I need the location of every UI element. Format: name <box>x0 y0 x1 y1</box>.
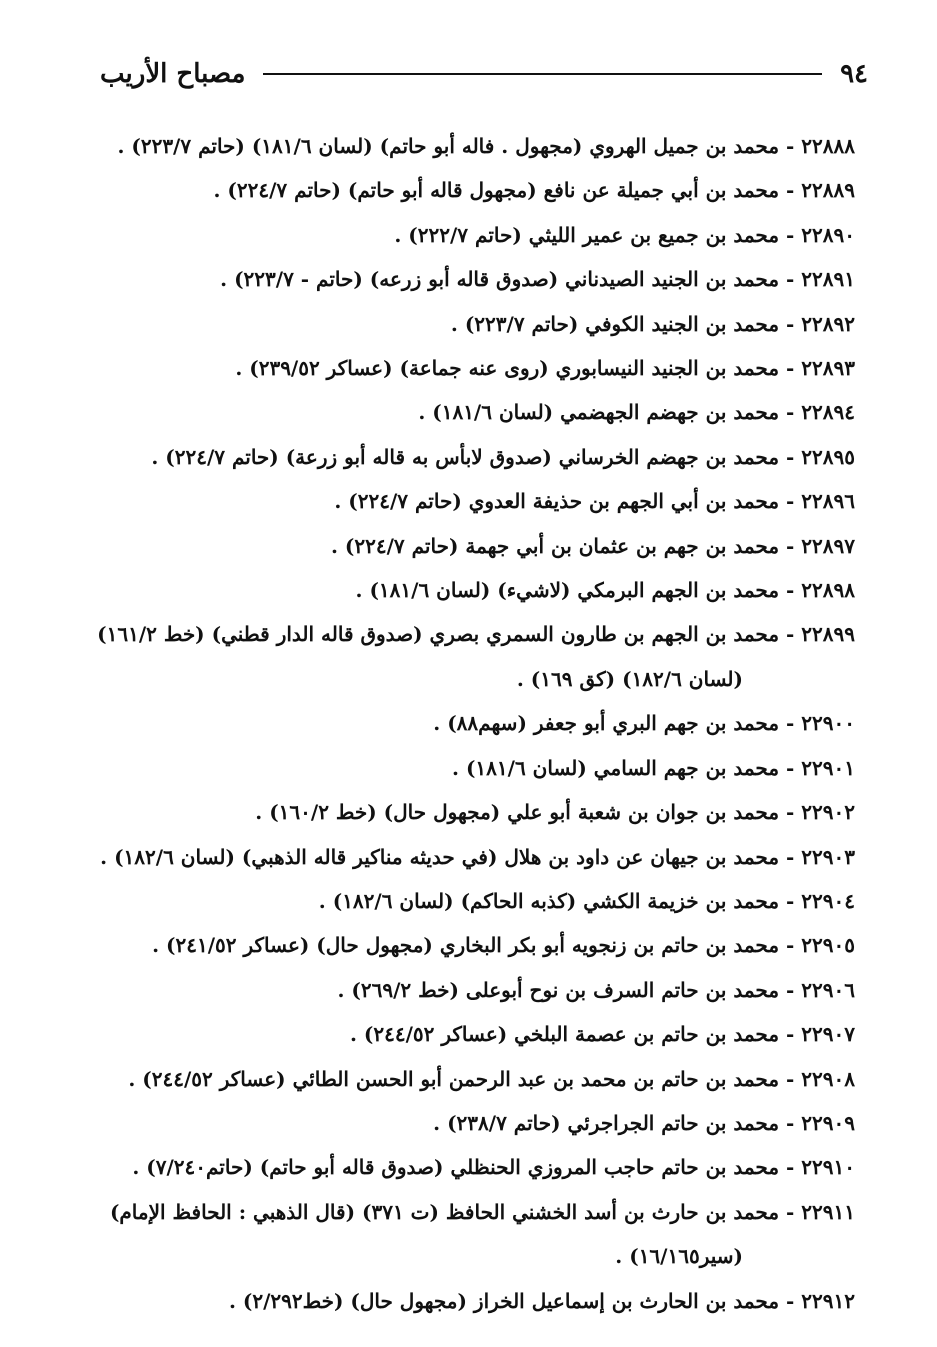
book-title: مصباح الأريب <box>100 59 246 89</box>
entry-text: محمد بن جهم البري أبو جعفر (سهم٨٨) . <box>433 711 780 736</box>
list-item: ٢٢٨٨٩ - محمد بن أبي جميلة عن نافع (مجهول قاله أبو حاتم) (حاتم ٢٢٤/٧) . <box>95 168 855 212</box>
entry-text: محمد بن الجهم البرمكي (لاشيء) (لسان ١٨١/٦) . <box>355 578 780 603</box>
entry-number: ٢٢٩٠٦ <box>801 977 855 1002</box>
entry-text: محمد بن جهم بن عثمان بن أبي جهمة (حاتم ٢٢٤/٧) . <box>330 533 780 558</box>
entry-number: ٢٢٨٩٣ <box>801 356 855 381</box>
list-item: ٢٢٩٠٧ - محمد بن حاتم بن عصمة البلخي (عساكر ٢٤٤/٥٢) . <box>95 1012 855 1056</box>
entry-text: محمد بن حاتم الجراجرئي (حاتم ٢٣٨/٧) . <box>433 1110 780 1135</box>
entry-list <box>95 124 855 1323</box>
entry-number: ٢٢٨٩٧ <box>801 533 855 558</box>
list-item: ٢٢٩٠٠ - محمد بن جهم البري أبو جعفر (سهم٨٨) . <box>95 701 855 745</box>
entry-text: محمد بن أبي جميلة عن نافع (مجهول قاله أبو حاتم) (حاتم ٢٢٤/٧) . <box>213 178 780 203</box>
list-item: ٢٢٨٩٠ - محمد بن جميع بن عمير الليثي (حاتم ٢٢٢/٧) . <box>95 213 855 257</box>
entry-text: محمد بن حاتم بن عصمة البلخي (عساكر ٢٤٤/٥٢) . <box>349 1022 780 1047</box>
entry-text: محمد بن خزيمة الكشي (كذبه الحاكم) (لسان ١٨٢/٦) . <box>318 888 780 913</box>
list-item: ٢٢٩٠٤ - محمد بن خزيمة الكشي (كذبه الحاكم) (لسان ١٨٢/٦) . <box>95 879 855 923</box>
list-item: ٢٢٨٩٤ - محمد بن جهضم الجهضمي (لسان ١٨١/٦) . <box>95 390 855 434</box>
entry-text: محمد بن جهضم الخرساني (صدوق لابأس به قاله أبو زرعة) (حاتم ٢٢٤/٧) . <box>151 444 780 469</box>
list-item: ٢٢٩١٠ - محمد بن حاتم حاجب المروزي الحنظلي (صدوق قاله أبو حاتم) (حاتم٧/٢٤٠) . <box>95 1145 855 1189</box>
entry-text: محمد بن الجنيد النيسابوري (روى عنه جماعة) (عساكر ٢٣٩/٥٢) . <box>235 356 780 381</box>
entry-text: محمد بن حاتم السرف بن نوح أبوعلى (خط ٢٦٩/٢) . <box>337 977 780 1002</box>
list-item: ٢٢٩١٢ - محمد بن الحارث بن إسماعيل الخراز (مجهول حال) (خط٢/٢٩٢) . <box>95 1279 855 1323</box>
entry-number: ٢٢٩٠٥ <box>801 933 855 958</box>
entry-text: محمد بن جوان بن شعبة أبو علي (مجهول حال) (خط ١٦٠/٢) . <box>255 800 780 825</box>
entry-number: ٢٢٨٩٥ <box>801 444 855 469</box>
entry-text: محمد بن جميع بن عمير الليثي (حاتم ٢٢٢/٧) . <box>394 222 780 247</box>
entry-text: محمد بن جهم السامي (لسان ١٨١/٦) . <box>452 755 780 780</box>
header-rule <box>263 73 822 75</box>
entry-number: ٢٢٩٠٢ <box>801 800 855 825</box>
entry-number: ٢٢٩٠٧ <box>801 1022 855 1047</box>
entry-text: محمد بن جيهان عن داود بن هلال (في حديثه مناكير قاله الذهبي) (لسان ١٨٢/٦) . <box>100 844 780 869</box>
list-item: ٢٢٩٠٣ - محمد بن جيهان عن داود بن هلال (في حديثه مناكير قاله الذهبي) (لسان ١٨٢/٦) . <box>95 835 855 879</box>
entry-number: ٢٢٩٠٤ <box>801 888 855 913</box>
page-number: ٩٤ <box>840 59 868 89</box>
list-item: ٢٢٨٩٢ - محمد بن الجنيد الكوفي (حاتم ٢٢٣/٧) . <box>95 302 855 346</box>
entry-number: ٢٢٨٨٨ <box>801 134 855 158</box>
entry-number: ٢٢٩١٠ <box>801 1155 855 1180</box>
list-item: ٢٢٨٩٩ - محمد بن الجهم بن طارون السمري بصري (صدوق قاله الدار قطني) (خط ١٦١/٢) (لسان ١٨٢/٦) (كق ١٦٩) . <box>95 612 855 701</box>
entry-number: ٢٢٨٩١ <box>801 267 855 292</box>
list-item: ٢٢٨٩٦ - محمد بن أبي الجهم بن حذيفة العدوي (حاتم ٢٢٤/٧) . <box>95 479 855 523</box>
list-item: ٢٢٨٩٥ - محمد بن جهضم الخرساني (صدوق لابأس به قاله أبو زرعة) (حاتم ٢٢٤/٧) . <box>95 435 855 479</box>
list-item: ٢٢٩٠٢ - محمد بن جوان بن شعبة أبو علي (مجهول حال) (خط ١٦٠/٢) . <box>95 790 855 834</box>
entry-number: ٢٢٨٩٦ <box>801 489 855 514</box>
entry-text: محمد بن حارث بن أسد الخشني الحافظ (ت ٣٧١) (قال الذهبي : الحافظ الإمام) <box>109 1199 780 1224</box>
list-item: ٢٢٩٠٥ - محمد بن حاتم بن زنجويه أبو بكر البخاري (مجهول حال) (عساكر ٢٤١/٥٢) . <box>95 923 855 967</box>
entry-number: ٢٢٩١٢ <box>801 1288 855 1313</box>
entry-text: محمد بن الجنيد الصيدناني (صدوق قاله أبو زرعه) (حاتم - ٢٢٣/٧) . <box>220 267 780 292</box>
entry-text: محمد بن جهضم الجهضمي (لسان ١٨١/٦) . <box>418 400 780 425</box>
page-header <box>100 52 868 96</box>
list-item: ٢٢٨٩١ - محمد بن الجنيد الصيدناني (صدوق قاله أبو زرعه) (حاتم - ٢٢٣/٧) . <box>95 257 855 301</box>
entry-number: ٢٢٩٠٠ <box>801 711 855 736</box>
entry-continuation: (سير١٦/١٦٥) . <box>615 1244 743 1269</box>
entry-text: محمد بن حاتم حاجب المروزي الحنظلي (صدوق قاله أبو حاتم) (حاتم٧/٢٤٠) . <box>132 1155 780 1180</box>
list-item: ٢٢٩٠١ - محمد بن جهم السامي (لسان ١٨١/٦) . <box>95 746 855 790</box>
list-item: ٢٢٩٠٨ - محمد بن حاتم بن محمد بن عبد الرحمن أبو الحسن الطائي (عساكر ٢٤٤/٥٢) . <box>95 1057 855 1101</box>
list-item: ٢٢٩٠٦ - محمد بن حاتم السرف بن نوح أبوعلى (خط ٢٦٩/٢) . <box>95 968 855 1012</box>
entry-number: ٢٢٨٩٨ <box>801 578 855 603</box>
entry-number: ٢٢٩٠١ <box>801 755 855 780</box>
list-item: ٢٢٨٩٣ - محمد بن الجنيد النيسابوري (روى عنه جماعة) (عساكر ٢٣٩/٥٢) . <box>95 346 855 390</box>
list-item: ٢٢٨٩٧ - محمد بن جهم بن عثمان بن أبي جهمة (حاتم ٢٢٤/٧) . <box>95 524 855 568</box>
entry-number: ٢٢٩٠٩ <box>801 1110 855 1135</box>
entry-text: محمد بن الحارث بن إسماعيل الخراز (مجهول حال) (خط٢/٢٩٢) . <box>228 1288 780 1313</box>
list-item: ٢٢٩١١ - محمد بن حارث بن أسد الخشني الحافظ (ت ٣٧١) (قال الذهبي : الحافظ الإمام) (سير١٦/١٦٥) . <box>95 1190 855 1279</box>
entry-number: ٢٢٩٠٨ <box>801 1066 855 1091</box>
list-item: ٢٢٨٨٨ - محمد بن جميل الهروي (مجهول . فاله أبو حاتم) (لسان ١٨١/٦) (حاتم ٢٢٣/٧) . <box>95 124 855 168</box>
entry-text: محمد بن أبي الجهم بن حذيفة العدوي (حاتم ٢٢٤/٧) . <box>334 489 780 514</box>
entry-text: محمد بن حاتم بن زنجويه أبو بكر البخاري (مجهول حال) (عساكر ٢٤١/٥٢) . <box>152 933 780 958</box>
entry-number: ٢٢٩١١ <box>801 1199 855 1224</box>
entry-text: محمد بن الجنيد الكوفي (حاتم ٢٢٣/٧) . <box>450 311 780 336</box>
entry-number: ٢٢٨٩٢ <box>801 311 855 336</box>
entry-number: ٢٢٩٠٣ <box>801 844 855 869</box>
entry-number: ٢٢٨٨٩ <box>801 178 855 203</box>
entry-number: ٢٢٨٩٠ <box>801 222 855 247</box>
entry-number: ٢٢٨٩٩ <box>801 622 855 647</box>
entry-text: محمد بن الجهم بن طارون السمري بصري (صدوق قاله الدار قطني) (خط ١٦١/٢) <box>97 622 780 647</box>
entry-text: محمد بن حاتم بن محمد بن عبد الرحمن أبو الحسن الطائي (عساكر ٢٤٤/٥٢) . <box>128 1066 780 1091</box>
list-item: ٢٢٨٩٨ - محمد بن الجهم البرمكي (لاشيء) (لسان ١٨١/٦) . <box>95 568 855 612</box>
entry-continuation: (لسان ١٨٢/٦) (كق ١٦٩) . <box>516 666 743 691</box>
entry-number: ٢٢٨٩٤ <box>801 400 855 425</box>
entry-text: محمد بن جميل الهروي (مجهول . فاله أبو حاتم) (لسان ١٨١/٦) (حاتم ٢٢٣/٧) . <box>117 134 780 158</box>
list-item: ٢٢٩٠٩ - محمد بن حاتم الجراجرئي (حاتم ٢٣٨/٧) . <box>95 1101 855 1145</box>
